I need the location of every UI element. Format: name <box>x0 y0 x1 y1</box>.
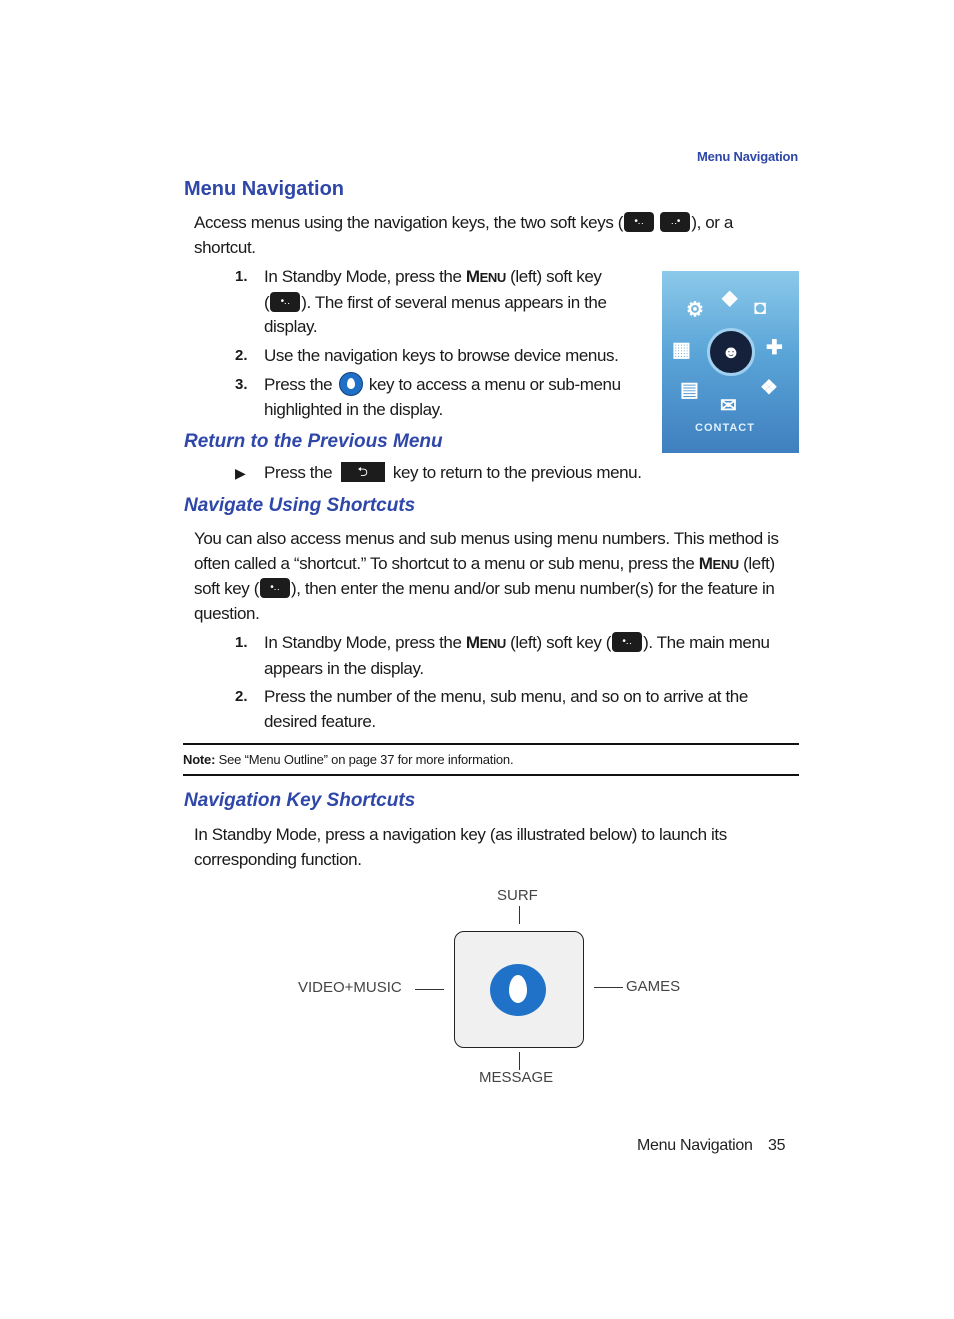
section-title-menu-navigation: Menu Navigation <box>184 178 345 200</box>
left-softkey-icon: •‥ <box>270 292 300 312</box>
section-title-return-previous: Return to the Previous Menu <box>184 431 443 452</box>
gift-icon: ❖ <box>760 377 778 399</box>
grid-icon: ▤ <box>680 379 699 401</box>
intro-paragraph <box>194 211 794 260</box>
back-key-icon: ⮌ <box>341 462 385 482</box>
envelope-icon: ✉ <box>720 395 737 417</box>
bullet-arrow-icon: ▶ <box>235 465 246 481</box>
step-number: 2. <box>235 347 248 364</box>
nav-label-left: VIDEO+MUSIC <box>298 979 402 996</box>
running-header: Menu Navigation <box>696 149 798 164</box>
flame-icon: ◆ <box>722 287 738 309</box>
step-text: highlighted in the display. <box>264 399 443 419</box>
phone-menu-screenshot <box>662 271 799 453</box>
intro-text: Access menus using the navigation keys, the two soft keys ( <box>194 213 624 232</box>
step-number: 1. <box>235 268 248 285</box>
footer-section: Menu Navigation <box>637 1137 753 1154</box>
nav-label-right: GAMES <box>626 978 681 995</box>
nav-label-down: MESSAGE <box>479 1069 554 1086</box>
menu-word: MENU <box>465 633 506 652</box>
left-softkey-icon: •‥ <box>260 578 290 598</box>
note-rule-top <box>183 743 799 745</box>
section-title-shortcuts: Navigate Using Shortcuts <box>184 495 416 516</box>
step-text: In Standby Mode, press the <box>264 267 466 286</box>
contacts-icon: ☻ <box>707 328 755 376</box>
step-3: Press the key to access a menu or sub-menu highlighted in the display. <box>264 373 644 422</box>
step-number: 1. <box>235 634 248 651</box>
right-softkey-icon: ‥• <box>660 212 690 232</box>
nav-key-paragraph: In Standby Mode, press a navigation key (as illustrated below) to launch its corresponding function. <box>194 825 727 869</box>
page-number: 35 <box>768 1137 786 1154</box>
step-1: In Standby Mode, press the MENU (left) soft key ( •‥ ). The first of several menus appears in the display. <box>264 265 644 340</box>
left-softkey-icon: •‥ <box>612 632 642 652</box>
phone-screen-label: CONTACT <box>695 422 755 434</box>
ok-key-icon <box>339 372 363 396</box>
left-softkey-icon: •‥ <box>624 212 654 232</box>
section-title-nav-key-shortcuts: Navigation Key Shortcuts <box>184 790 416 811</box>
shortcut-step-1: In Standby Mode, press the MENU (left) soft key ( •‥ ). The main menu appears in the display. <box>264 633 770 678</box>
nav-leader-down <box>519 1052 520 1070</box>
step-2: Use the navigation keys to browse device menus. <box>264 346 619 365</box>
note: Note: See “Menu Outline” on page 37 for more information. <box>183 752 514 767</box>
camera-icon: ◘ <box>754 297 767 319</box>
nav-leader-left <box>415 989 444 990</box>
intro-text: shortcut. <box>194 237 256 257</box>
menu-word: MENU <box>465 267 506 286</box>
note-rule-bottom <box>183 774 799 776</box>
navigation-key <box>454 931 584 1048</box>
menu-word: MENU <box>698 553 739 573</box>
nav-leader-up <box>519 906 520 924</box>
step-number: 3. <box>235 376 248 393</box>
shortcut-paragraph: You can also access menus and sub menus using menu numbers. This method is often called a “shortcut.” To shortcut to a menu or sub menu, press the MENU (left) soft key ( •‥ ), then enter the menu and/or sub menu number(s) for the feature in question. <box>194 529 779 623</box>
step-text: (left) soft key <box>505 267 602 286</box>
step-number: 2. <box>235 688 248 705</box>
intro-text: ), or a <box>691 213 733 232</box>
calendar-icon: ▦ <box>672 339 691 361</box>
return-instruction: Press the ⮌ key to return to the previous menu. <box>264 463 642 482</box>
nav-label-up: SURF <box>497 887 538 904</box>
shortcut-step-2: Press the number of the menu, sub menu, and so on to arrive at the desired feature. <box>264 687 748 731</box>
step-text: display. <box>264 317 318 336</box>
plus-icon: ✚ <box>766 337 783 359</box>
settings-icon: ⚙ <box>686 299 704 321</box>
ok-key-icon <box>490 964 546 1016</box>
nav-leader-right <box>594 987 623 988</box>
step-text: ). The first of several menus appears in the <box>301 292 607 312</box>
